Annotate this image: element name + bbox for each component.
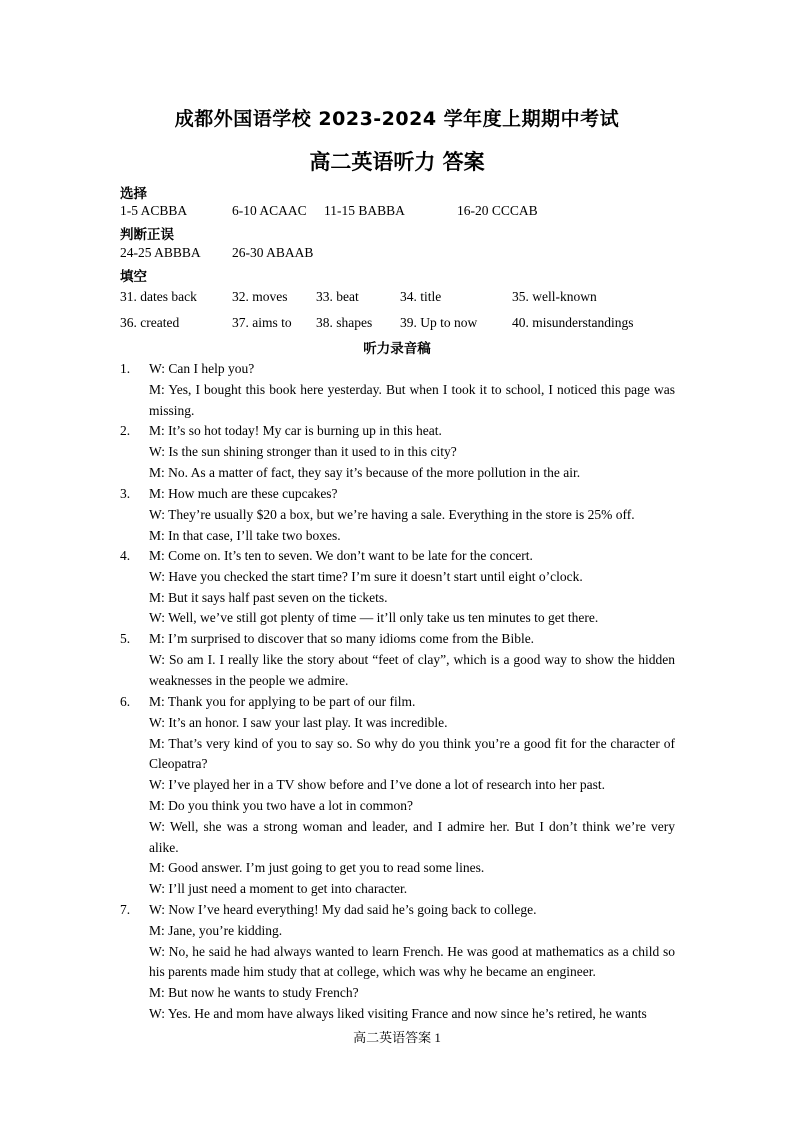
choice-answer-11-15: 11-15 BABBA — [324, 203, 405, 218]
transcript-item-3 — [120, 484, 675, 546]
dialogue-line: W: Well, she was a strong woman and leader, and I admire her. But I don’t think we’re very alike. — [149, 818, 675, 855]
dialogue-line: W: They’re usually $20 a box, but we’re having a sale. Everything in the store is 25% off. — [149, 506, 635, 522]
dialogue-line: W: No, he said he had always wanted to learn French. He was good at mathematics as a child so his parents made him study that at college, which was why he became an engineer. — [149, 943, 675, 980]
dialogue-line: W: Can I help you? — [149, 361, 255, 376]
choice-answer-16-20: 16-20 CCCAB — [457, 203, 538, 218]
transcript-item-1 — [120, 359, 675, 421]
dialogue-line: M: How much are these cupcakes? — [149, 486, 338, 501]
dialogue-line: W: Is the sun shining stronger than it used to in this city? — [149, 443, 457, 459]
transcript-item-2 — [120, 421, 675, 483]
dialogue-line: W: Now I’ve heard everything! My dad said he’s going back to college. — [149, 902, 537, 917]
fill-answer-36: 36. created — [120, 315, 180, 330]
transcript-item-number: 2. — [120, 423, 131, 438]
choice-answer-1-5: 1-5 ACBBA — [120, 203, 188, 218]
fill-answer-31: 31. dates back — [120, 289, 197, 304]
dialogue-line: W: Well, we’ve still got plenty of time — it’ll only take us ten minutes to get there. — [149, 610, 599, 626]
dialogue-line: W: Have you checked the start time? I’m sure it doesn’t start until eight o’clock. — [149, 568, 583, 584]
dialogue-line: M: Jane, you’re kidding. — [149, 922, 283, 938]
transcript-item-6 — [120, 692, 675, 900]
tf-answer-26-30: 26-30 ABAAB — [232, 245, 314, 260]
transcript-item-7 — [120, 900, 675, 1025]
fill-blank-section-label: 填空 — [120, 269, 147, 285]
dialogue-line: M: Come on. It’s ten to seven. We don’t want to be late for the concert. — [149, 548, 533, 563]
transcript-item-number: 5. — [120, 631, 131, 646]
dialogue-line: M: That’s very kind of you to say so. So why do you think you’re a good fit for the character of Cleopatra? — [149, 735, 675, 772]
dialogue-line: M: But it says half past seven on the tickets. — [149, 589, 388, 605]
dialogue-line: M: In that case, I’ll take two boxes. — [149, 527, 341, 543]
fill-answer-32: 32. moves — [232, 289, 288, 304]
tf-answer-24-25: 24-25 ABBBA — [120, 245, 201, 260]
page-footer: 高二英语答案 1 — [353, 1030, 441, 1045]
dialogue-line: M: It’s so hot today! My car is burning up in this heat. — [149, 423, 442, 438]
school-exam-title: 成都外国语学校 2023-2024 学年度上期期中考试 — [174, 108, 620, 130]
dialogue-line: M: Yes, I bought this book here yesterday. But when I took it to school, I noticed this page was missing. — [149, 381, 675, 418]
transcript-item-number: 4. — [120, 548, 131, 563]
fill-answer-37: 37. aims to — [232, 315, 292, 330]
dialogue-line: M: Do you think you two have a lot in common? — [149, 797, 413, 813]
transcript-item-4 — [120, 546, 675, 629]
transcript-item-number: 6. — [120, 694, 131, 709]
dialogue-line: W: I’ve played her in a TV show before and I’ve done a lot of research into her past. — [149, 777, 605, 793]
dialogue-line: M: Thank you for applying to be part of our film. — [149, 694, 416, 709]
dialogue-line: M: But now he wants to study French? — [149, 985, 359, 1001]
choice-answer-6-10: 6-10 ACAAC — [232, 203, 307, 218]
fill-answer-35: 35. well-known — [512, 289, 597, 304]
dialogue-line: W: Yes. He and mom have always liked visiting France and now since he’s retired, he wants — [149, 1005, 647, 1021]
fill-answer-34: 34. title — [400, 289, 442, 304]
transcript-item-number: 3. — [120, 486, 131, 501]
dialogue-line: W: I’ll just need a moment to get into character. — [149, 881, 408, 897]
transcript-item-number: 1. — [120, 361, 131, 376]
fill-answer-40: 40. misunderstandings — [512, 315, 634, 330]
dialogue-line: W: It’s an honor. I saw your last play. It was incredible. — [149, 714, 448, 730]
dialogue-line: M: No. As a matter of fact, they say it’s because of the more pollution in the air. — [149, 464, 581, 480]
true-false-section-label: 判断正误 — [120, 227, 174, 243]
transcript-item-5 — [120, 629, 675, 691]
dialogue-line: W: So am I. I really like the story about “feet of clay”, which is a good way to show the hidden weaknesses in the people we admire. — [149, 651, 675, 688]
choice-section-label: 选择 — [120, 186, 147, 202]
subject-answer-title: 高二英语听力 答案 — [309, 150, 485, 174]
transcript-heading: 听力录音稿 — [363, 341, 431, 357]
dialogue-line: M: I’m surprised to discover that so many idioms come from the Bible. — [149, 631, 535, 646]
fill-answer-33: 33. beat — [316, 289, 359, 304]
dialogue-line: M: Good answer. I’m just going to get you to read some lines. — [149, 860, 485, 876]
fill-answer-39: 39. Up to now — [400, 315, 478, 330]
fill-answer-38: 38. shapes — [316, 315, 373, 330]
transcript-item-number: 7. — [120, 902, 131, 917]
